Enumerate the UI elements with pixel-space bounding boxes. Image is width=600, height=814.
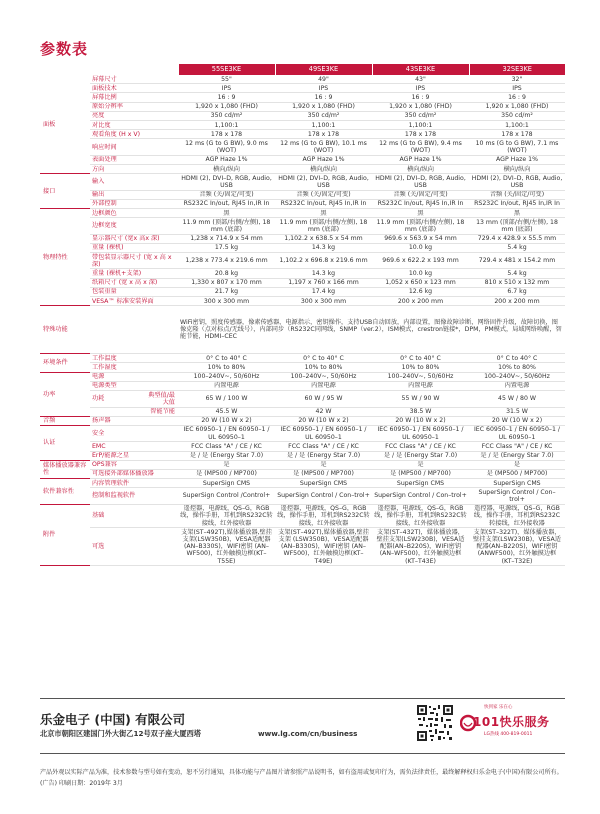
spec-value: AGP Haze 1% <box>275 155 372 164</box>
spec-value: 音频 (关/固定/可变) <box>372 190 469 199</box>
spec-value: RS232C In/out, RJ45 In,IR In <box>178 199 275 208</box>
spec-value: 55" <box>178 75 275 84</box>
spec-value: 1,100:1 <box>372 121 469 130</box>
category-label: 环境条件 <box>40 354 90 372</box>
spec-row <box>40 218 565 234</box>
spec-value: FCC Class "A" / CE / KC <box>275 442 372 451</box>
spec-label: 方向 <box>90 165 178 174</box>
spec-label: 电源 <box>90 372 178 381</box>
spec-value: 32" <box>469 75 565 84</box>
spec-label: 可选 <box>90 528 178 566</box>
category-label: 认证 <box>40 425 90 460</box>
category-label: 接口 <box>40 174 90 209</box>
spec-value: 100–240V~, 50/60Hz <box>372 372 469 381</box>
spec-value: HDMI (2), DVI–D, RGB, Audio, USB <box>275 174 372 190</box>
spec-label: 包装重量 <box>90 287 178 296</box>
spec-label: 原始分辨率 <box>90 102 178 111</box>
spec-value: 729.4 x 428.9 x 55.5 mm <box>469 234 565 243</box>
spec-value: IPS <box>372 84 469 93</box>
spec-value: 1,100:1 <box>469 121 565 130</box>
spec-value: 100–240V~, 50/60Hz <box>275 372 372 381</box>
spec-value: 16 : 9 <box>178 93 275 102</box>
spec-value: SuperSign Control / Con–trol+ <box>469 488 565 504</box>
spec-row <box>40 407 565 416</box>
spec-row <box>40 234 565 243</box>
spec-value: 16 : 9 <box>275 93 372 102</box>
spec-value: SuperSign CMS <box>372 479 469 488</box>
spec-value: 10.0 kg <box>372 269 469 278</box>
spec-label: EMC <box>90 442 178 451</box>
spec-label: 可选接外部媒体播放器 <box>90 469 178 478</box>
footer-top-rule <box>40 698 565 699</box>
page-title: 参数表 <box>40 40 89 58</box>
spec-label: 亮度 <box>90 111 178 120</box>
spec-row <box>40 469 565 478</box>
spec-row <box>40 488 565 504</box>
spec-value: 178 x 178 <box>275 130 372 139</box>
spec-label: 重量 (裸机+支架) <box>90 269 178 278</box>
spec-row <box>40 372 565 381</box>
spec-value: 300 x 300 mm <box>275 297 372 306</box>
spec-value: 13 mm (顶部/右侧/左侧), 18 mm (底部) <box>469 218 565 234</box>
spec-value: SuperSign CMS <box>275 479 372 488</box>
spec-value: SuperSign Control / Con–trol+ <box>275 488 372 504</box>
spec-label: 安全 <box>90 425 178 441</box>
spec-row <box>40 253 565 269</box>
spec-label: 工作温度 <box>90 354 178 363</box>
spec-value: HDMI (2), DVI–D, RGB, Audio, USB <box>469 174 565 190</box>
spec-row <box>40 528 565 566</box>
spec-value: HDMI (2), DVI–D, RGB, Audio, USB <box>178 174 275 190</box>
header-blank <box>40 64 178 75</box>
spec-row <box>40 504 565 528</box>
spec-row <box>40 479 565 488</box>
spec-value: FCC Class "A" / CE / KC <box>372 442 469 451</box>
spec-value: 是 (MP500 / MP700) <box>275 469 372 478</box>
spec-value: 支架(ST–432T)，媒体播放器，壁挂支架(LSW230B)，VESA适配器(AN–B220S)，WIFI密钥(AN–WF500)，红外触摸边框(KT–T43E) <box>372 528 469 566</box>
spec-value: 1,920 x 1,080 (FHD) <box>469 102 565 111</box>
spec-label: 表面处理 <box>90 155 178 164</box>
spec-value: 黑 <box>372 209 469 218</box>
spec-value: 黑 <box>275 209 372 218</box>
spec-value: 是 <box>469 460 565 469</box>
spec-value: 60 W / 95 W <box>275 391 372 407</box>
qr-code <box>416 704 454 742</box>
spec-row <box>40 174 565 190</box>
spec-value: RS232C In/out, RJ45 In,IR In <box>469 199 565 208</box>
company-address: 北京市朝阳区建国门外大街乙12号双子座大厦西塔 <box>40 729 201 738</box>
spec-value: 16 : 9 <box>372 93 469 102</box>
spec-label-empty <box>90 306 178 354</box>
spec-value: 10% to 80% <box>275 363 372 372</box>
model-header: 49SE3KE <box>275 64 372 75</box>
spec-value: 45.5 W <box>178 407 275 416</box>
spec-row <box>40 199 565 208</box>
spec-value: 20 W (10 W x 2) <box>275 416 372 425</box>
spec-row <box>40 442 565 451</box>
spec-label: 屏幕尺寸 <box>90 75 178 84</box>
spec-row <box>40 84 565 93</box>
spec-value: 1,920 x 1,080 (FHD) <box>178 102 275 111</box>
spec-label <box>90 407 144 416</box>
spec-row <box>40 391 565 407</box>
spec-value: 350 cd/m² <box>372 111 469 120</box>
spec-value: 1,197 x 760 x 166 mm <box>275 278 372 287</box>
category-label: 媒体播放器兼容性 <box>40 460 90 478</box>
spec-value: 14.3 kg <box>275 269 372 278</box>
spec-row <box>40 460 565 469</box>
spec-value: 300 x 300 mm <box>178 297 275 306</box>
spec-sublabel: 典型值/最大值 <box>144 391 178 407</box>
spec-value: 969.6 x 622.2 x 193 mm <box>372 253 469 269</box>
spec-label: OPS兼容 <box>90 460 178 469</box>
spec-row <box>40 425 565 441</box>
spec-label: 边框宽度 <box>90 218 178 234</box>
spec-row <box>40 381 565 390</box>
category-label: 附件 <box>40 504 90 566</box>
spec-value: 支架(ST–322T)，媒体播放器，壁挂支架(LSW230B)，VESA适配器(AN–B220S)，WIFI密钥 (ANWF500)，红外触摸边框 (KT–T32E) <box>469 528 565 566</box>
spec-value: 20.8 kg <box>178 269 275 278</box>
spec-row <box>40 243 565 252</box>
footer-bottom-rule <box>40 753 565 754</box>
spec-value: 是 <box>275 460 372 469</box>
spec-label: 基础 <box>90 504 178 528</box>
spec-value: 1,100:1 <box>275 121 372 130</box>
spec-row <box>40 190 565 199</box>
spec-value: 45 W / 80 W <box>469 391 565 407</box>
spec-value: SuperSign CMS <box>469 479 565 488</box>
spec-value: HDMI (2), DVI–D, RGB, Audio, USB <box>372 174 469 190</box>
spec-value: 黑 <box>469 209 565 218</box>
spec-value: 20 W (10 W x 2) <box>178 416 275 425</box>
spec-value: 音频 (关/固定/可变) <box>275 190 372 199</box>
spec-value: 1,238 x 773.4 x 219.6 mm <box>178 253 275 269</box>
spec-value: 0° C to 40° C <box>275 354 372 363</box>
spec-value: 350 cd/m² <box>275 111 372 120</box>
model-header: 55SE3KE <box>178 64 275 75</box>
model-header: 32SE3KE <box>469 64 565 75</box>
spec-value: 横向/纵向 <box>469 165 565 174</box>
spec-value: 1,920 x 1,080 (FHD) <box>372 102 469 111</box>
spec-row <box>40 93 565 102</box>
spec-value: SuperSign Control /Control+ <box>178 488 275 504</box>
spec-value: 49" <box>275 75 372 84</box>
spec-label: 输入 <box>90 174 178 190</box>
spec-value: 100–240V~, 50/60Hz <box>469 372 565 381</box>
spec-value: 11.9 mm (顶部/右侧/左侧), 18 mm (底部) <box>178 218 275 234</box>
spec-value: AGP Haze 1% <box>178 155 275 164</box>
spec-value: AGP Haze 1% <box>469 155 565 164</box>
spec-value: 38.5 W <box>372 407 469 416</box>
spec-value: 729.4 x 481 x 154.2 mm <box>469 253 565 269</box>
spec-value: 55 W / 90 W <box>372 391 469 407</box>
spec-row <box>40 287 565 296</box>
spec-value: 支架(ST–492T),媒体播放器,壁挂支架 (LSW350B)，VESA适配器(AN–B330S)，WIFI密钥 (AN–WF500)，红外触摸边框(KT–T49E) <box>275 528 372 566</box>
service-slogan: 快到家 乐在心 <box>484 705 513 710</box>
spec-value: 43" <box>372 75 469 84</box>
spec-value: 遥控器，电源线，QS–G，RGB线，操作手册，耳机到RS232C转接线，红外接收器 <box>469 504 565 528</box>
spec-value: 350 cd/m² <box>178 111 275 120</box>
spec-value: 10% to 80% <box>469 363 565 372</box>
spec-row <box>40 102 565 111</box>
spec-value: 是 (MP500 / MP700) <box>178 469 275 478</box>
spec-label: VESA™ 标准安装界面 <box>90 297 178 306</box>
spec-value: IEC 60950–1 / EN 60950–1 / UL 60950–1 <box>372 425 469 441</box>
spec-value: IPS <box>469 84 565 93</box>
spec-row <box>40 451 565 460</box>
spec-value: 200 x 200 mm <box>372 297 469 306</box>
spec-label: 重量 (裸机) <box>90 243 178 252</box>
spec-value: 11.9 mm (顶部/右侧/左侧), 18 mm (底部) <box>372 218 469 234</box>
category-label: 软件兼容性 <box>40 479 90 505</box>
spec-value: 14.3 kg <box>275 243 372 252</box>
spec-row <box>40 130 565 139</box>
spec-label: 扬声器 <box>90 416 178 425</box>
spec-value: 12 ms (G to G BW), 9.4 ms (WOT) <box>372 139 469 155</box>
spec-label: 响应时间 <box>90 139 178 155</box>
spec-value: 200 x 200 mm <box>469 297 565 306</box>
spec-value: 10 ms (G to G BW), 7.1 ms (WOT) <box>469 139 565 155</box>
spec-label: ErP/能源之星 <box>90 451 178 460</box>
spec-value: 1,920 x 1,080 (FHD) <box>275 102 372 111</box>
spec-label: 边框颜色 <box>90 209 178 218</box>
spec-value: 100–240V~, 50/60Hz <box>178 372 275 381</box>
spec-value: 17.4 kg <box>275 287 372 296</box>
spec-label: 对比度 <box>90 121 178 130</box>
spec-value: SuperSign CMS <box>178 479 275 488</box>
spec-value: 支架(ST–492T),媒体播放器,壁挂支架(LSW350B)，VESA适配器(AN–B330S)，WIFI密钥 (AN–WF500)，红外触摸边框(KT–T55E) <box>178 528 275 566</box>
spec-value: 10.0 kg <box>372 243 469 252</box>
model-header: 43SE3KE <box>372 64 469 75</box>
spec-value: FCC Class "A" / CE / KC <box>469 442 565 451</box>
spec-value: 178 x 178 <box>372 130 469 139</box>
category-label: 音频 <box>40 416 90 425</box>
spec-row <box>40 139 565 155</box>
spec-label: 控制和监视软件 <box>90 488 178 504</box>
spec-value: 是 / 是 (Energy Star 7.0) <box>469 451 565 460</box>
spec-value: 65 W / 100 W <box>178 391 275 407</box>
spec-value: 音频 (关/固定/可变) <box>178 190 275 199</box>
spec-label: 工作湿度 <box>90 363 178 372</box>
spec-label: 纸箱尺寸 (宽 x 高 x 深) <box>90 278 178 287</box>
spec-value: 遥控器，电源线，QS–G，RGB线，操作手册，耳机到RS232C转接线，红外接收器 <box>178 504 275 528</box>
spec-value: 178 x 178 <box>469 130 565 139</box>
spec-value: IPS <box>275 84 372 93</box>
spec-value: FCC Class "A" / CE / KC <box>178 442 275 451</box>
spec-value: 16 : 9 <box>469 93 565 102</box>
company-name: 乐金电子 (中国) 有限公司 <box>40 712 186 727</box>
spec-value: 1,238 x 714.9 x 54 mm <box>178 234 275 243</box>
spec-value: 350 cd/m² <box>469 111 565 120</box>
spec-row <box>40 165 565 174</box>
spec-value: 1,100:1 <box>178 121 275 130</box>
spec-value: 是 / 是 (Energy Star 7.0) <box>372 451 469 460</box>
spec-value: 遥控器，电源线，QS–G，RGB线，操作手册，耳机到RS232C转接线，红外接收器 <box>275 504 372 528</box>
spec-row <box>40 209 565 218</box>
spec-value: 内置电源 <box>469 381 565 390</box>
spec-value: 11.9 mm (顶部/右侧/左侧), 18 mm (底部) <box>275 218 372 234</box>
spec-value: 横向/纵向 <box>275 165 372 174</box>
spec-value: 横向/纵向 <box>372 165 469 174</box>
spec-row <box>40 111 565 120</box>
spec-value: 音频 (关/固定/可变) <box>469 190 565 199</box>
spec-value: 0° C to 40° C <box>372 354 469 363</box>
spec-value: AGP Haze 1% <box>372 155 469 164</box>
category-label: 特殊功能 <box>40 306 90 354</box>
spec-value: IEC 60950–1 / EN 60950–1 / UL 60950–1 <box>275 425 372 441</box>
spec-row <box>40 416 565 425</box>
spec-value: 内置电源 <box>178 381 275 390</box>
category-label: 功率 <box>40 372 90 416</box>
spec-row <box>40 278 565 287</box>
category-label: 物理特性 <box>40 209 90 306</box>
company-url[interactable]: www.lg.com/cn/business <box>258 729 358 738</box>
spec-value: 是 (MP500 / MP700) <box>469 469 565 478</box>
spec-value: 是 <box>372 460 469 469</box>
spec-row <box>40 354 565 363</box>
spec-label: 输出 <box>90 190 178 199</box>
spec-value: RS232C In/out, RJ45 In,IR In <box>275 199 372 208</box>
spec-value: 17.5 kg <box>178 243 275 252</box>
spec-label: 显示器尺寸 (宽x 高x 深) <box>90 234 178 243</box>
spec-row <box>40 121 565 130</box>
spec-value: 5.4 kg <box>469 269 565 278</box>
spec-value: 内置电源 <box>372 381 469 390</box>
spec-value: 1,102.2 x 696.8 x 219.6 mm <box>275 253 372 269</box>
disclaimer: 产品外观以实际产品为准，技术参数与型号如有变动，恕不另行通知，具体功能与产品图片请参照产品说明书，如有盗用或复印行为，需负法律责任，最终解释权归乐金电子(中国)有限公司所有。(广告) 印刷日期：2019年 3月 <box>40 769 563 787</box>
spec-value: IPS <box>178 84 275 93</box>
spec-row <box>40 297 565 306</box>
spec-value: 6.7 kg <box>469 287 565 296</box>
spec-value: 是 (MP500 / MP700) <box>372 469 469 478</box>
spec-value: 178 x 178 <box>178 130 275 139</box>
spec-value: 12.6 kg <box>372 287 469 296</box>
spec-value: 0° C to 40° C <box>178 354 275 363</box>
spec-label: 带包装显示器尺寸 (宽 x 高 x 深) <box>90 253 178 269</box>
spec-value: 横向/纵向 <box>178 165 275 174</box>
spec-label: 电源类型 <box>90 381 178 390</box>
spec-value: 0° C to 40° C <box>469 354 565 363</box>
spec-value: 是 / 是 (Energy Star 7.0) <box>178 451 275 460</box>
spec-value: 10% to 80% <box>178 363 275 372</box>
spec-value: 1,052 x 650 x 123 mm <box>372 278 469 287</box>
spec-value: 是 <box>178 460 275 469</box>
model-header-row <box>40 64 565 75</box>
spec-value: 20 W (10 W x 2) <box>372 416 469 425</box>
spec-value: IEC 60950–1 / EN 60950–1 / UL 60950–1 <box>178 425 275 441</box>
spec-value: 1,330 x 807 x 170 mm <box>178 278 275 287</box>
spec-value: 1,102.2 x 638.5 x 54 mm <box>275 234 372 243</box>
spec-value: 5.4 kg <box>469 243 565 252</box>
spec-label: 屏幕比例 <box>90 93 178 102</box>
spec-value: 12 ms (G to G BW), 9.0 ms (WOT) <box>178 139 275 155</box>
spec-value: 内置电源 <box>275 381 372 390</box>
service-name: 101快乐服务 <box>473 715 550 729</box>
spec-value: 12 ms (G to G BW), 10.1 ms (WOT) <box>275 139 372 155</box>
spec-value: 遥控器，电源线，QS–G，RGB线，操作手册，耳机到RS232C转接线，红外接收器 <box>372 504 469 528</box>
spec-label: 观看角度 (H x V) <box>90 130 178 139</box>
spec-value: 20 W (10 W x 2) <box>469 416 565 425</box>
spec-label: 功耗 <box>90 391 144 407</box>
spec-value: 是 / 是 (Energy Star 7.0) <box>275 451 372 460</box>
spec-row <box>40 363 565 372</box>
spec-value: 969.6 x 563.9 x 54 mm <box>372 234 469 243</box>
spec-row <box>40 75 565 84</box>
service-hotline: LG热线 400-819-0011 <box>484 732 533 737</box>
spec-value: IEC 60950–1 / EN 60950–1 / UL 60950–1 <box>469 425 565 441</box>
spec-value: SuperSign Control / Con–trol+ <box>372 488 469 504</box>
merged-spec-value: WiFi密钥，照度传感器，像素传感器，电源指示，密钥操作，支持USB自动回放，内部设置，图像故障诊断，网络固件升级，故障切换，图像克隆（点对标点/无线号），内部同步（RS232C同网线，SNMP（ver.2），ISM模式，crestron链接*，DPM，PM模式，局域网络唤醒，智能节能，HDMI–CEC <box>178 306 565 354</box>
spec-label: 面板技术 <box>90 84 178 93</box>
spec-table <box>40 64 565 566</box>
spec-value: 31.5 W <box>469 407 565 416</box>
spec-sublabel: 智能节能 <box>144 407 178 416</box>
category-label: 面板 <box>40 75 90 174</box>
spec-label: 外部控制 <box>90 199 178 208</box>
spec-row <box>40 155 565 164</box>
spec-row <box>40 306 565 354</box>
spec-label: 内容管理软件 <box>90 479 178 488</box>
spec-value: RS232C In/out, RJ45 In,IR In <box>372 199 469 208</box>
spec-value: 黑 <box>178 209 275 218</box>
spec-row <box>40 269 565 278</box>
spec-value: 42 W <box>275 407 372 416</box>
spec-value: 810 x 510 x 132 mm <box>469 278 565 287</box>
spec-value: 10% to 80% <box>372 363 469 372</box>
spec-value: 21.7 kg <box>178 287 275 296</box>
